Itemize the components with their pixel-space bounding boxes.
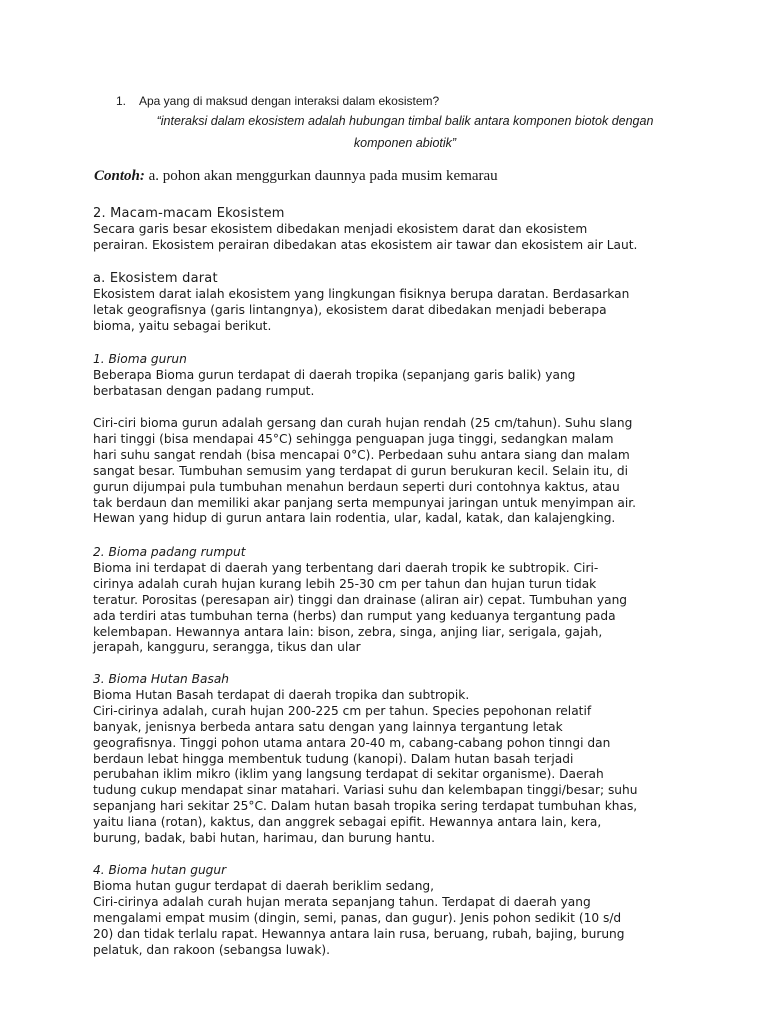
paragraph-line: burung, badak, babi hutan, harimau, dan burung hantu. — [93, 831, 436, 846]
answer — [140, 110, 670, 154]
paragraph-line: letak geografisnya (garis lintangnya), ekosistem darat dibedakan menjadi beberapa — [93, 302, 607, 317]
paragraph-line: Bioma hutan gugur terdapat di daerah beriklim sedang, — [93, 878, 435, 893]
paragraph-line: Bioma Hutan Basah terdapat di daerah tropika dan subtropik. — [93, 687, 470, 702]
subsection-title: 1. Bioma gurun — [93, 352, 187, 366]
paragraph-line: sangat besar. Tumbuhan semusim yang terdapat di gurun berukuran kecil. Selain itu, di — [93, 463, 629, 478]
paragraph-line: cirinya adalah curah hujan kurang lebih 25-30 cm per tahun dan hujan turun tidak — [93, 576, 597, 591]
paragraph-line: gurun dijumpai pula tumbuhan menahun berdaun seperti duri contohnya kaktus, atau — [93, 479, 620, 494]
paragraph-line: yaitu liana (rotan), kaktus, dan anggrek sebagai epifit. Hewannya antara lain, kera, — [93, 815, 602, 830]
paragraph-line: ada terdiri atas tumbuhan terna (herbs) dan rumput yang keduanya tergantung pada — [93, 608, 616, 623]
paragraph-line: banyak, jenisnya berbeda antara satu dengan yang lainnya tergantung letak — [93, 719, 563, 734]
section-heading: 2. Macam-macam Ekosistem — [93, 206, 285, 221]
paragraph-line: tudung cukup mendapat sinar matahari. Variasi suhu dan kelembapan tinggi/besar; suhu — [93, 783, 638, 798]
paragraph-line: mengalami empat musim (dingin, semi, panas, dan gugur). Jenis pohon sedikit (10 s/d — [93, 910, 622, 925]
section-bioma-padang-rumput — [93, 545, 693, 656]
paragraph-line: Secara garis besar ekosistem dibedakan menjadi ekosistem darat dan ekosistem — [93, 221, 588, 236]
paragraph-line: Beberapa Bioma gurun terdapat di daerah tropika (sepanjang garis balik) yang — [93, 367, 576, 382]
paragraph-line: Ekosistem darat ialah ekosistem yang lingkungan fisiknya berupa daratan. Berdasarkan — [93, 286, 630, 301]
section-bioma-gurun — [93, 352, 693, 400]
paragraph-line: kelembapan. Hewannya antara lain: bison, zebra, singa, anjing liar, serigala, gajah, — [93, 624, 603, 639]
paragraph-line: geografisnya. Tinggi pohon utama antara 20-40 m, cabang-cabang pohon tinngi dan — [93, 735, 611, 750]
paragraph-line: bioma, yaitu sebagai berikut. — [93, 318, 272, 333]
paragraph-line: jerapah, kangguru, serangga, tikus dan ular — [93, 640, 361, 655]
paragraph-line: sepanjang hari sekitar 25°C. Dalam hutan basah tropika sering terdapat tumbuhan khas, — [93, 799, 638, 814]
section-ekosistem-darat — [93, 271, 693, 335]
paragraph-line: pelatuk, dan rakoon (sebangsa luwak). — [93, 942, 331, 957]
paragraph-line: Ciri-ciri bioma gurun adalah gersang dan curah hujan rendah (25 cm/tahun). Suhu slang — [93, 416, 633, 430]
section-bioma-hutan-gugur — [93, 863, 693, 958]
paragraph-line: Ciri-cirinya adalah, curah hujan 200-225 cm per tahun. Species pepohonan relatif — [93, 703, 592, 718]
section-heading: a. Ekosistem darat — [93, 271, 218, 286]
paragraph-line: Ciri-cirinya adalah curah hujan merata sepanjang tahun. Terdapat di daerah yang — [93, 894, 591, 909]
section-gurun-ciri — [93, 416, 693, 527]
example-text: a. pohon akan menggurkan daunnya pada musim kemarau — [144, 168, 498, 184]
answer-line: “interaksi dalam ekosistem adalah hubungan timbal balik antara komponen biotok dengan — [156, 114, 654, 128]
paragraph-line: hari suhu sangat rendah (bisa mencapai 0°C). Perbedaan suhu antara siang dan malam — [93, 447, 630, 462]
question-number: 1. — [116, 94, 127, 108]
section-bioma-hutan-basah — [93, 672, 693, 847]
paragraph-line: hari tinggi (bisa mendapai 45°C) sehingga penguapan juga tinggi, sedangkan malam — [93, 431, 614, 446]
paragraph-line: teratur. Porositas (peresapan air) tinggi dan drainase (aliran air) cepat. Tumbuhan yang — [93, 592, 628, 607]
paragraph-line: Hewan yang hidup di gurun antara lain rodentia, ular, kadal, katak, dan kalajengking. — [93, 511, 616, 526]
paragraph-line: Bioma ini terdapat di daerah yang terbentang dari daerah tropik ke subtropik. Ciri- — [93, 560, 599, 575]
example-label: Contoh: — [94, 168, 145, 184]
paragraph-line: perubahan iklim mikro (iklim yang langsung terdapat di sekitar organisme). Daerah — [93, 767, 604, 782]
question-text: Apa yang di maksud dengan interaksi dalam ekosistem? — [139, 94, 440, 108]
paragraph-line: 20) dan tidak terlalu rapat. Hewannya antara lain rusa, beruang, rubah, bajing, burung — [93, 926, 625, 941]
paragraph-line: berdaun lebat hingga membentuk tudung (kanopi). Dalam hutan basah terjadi — [93, 751, 574, 766]
example — [94, 168, 498, 185]
section-macam-ekosistem — [93, 206, 693, 254]
answer-line: komponen abiotik” — [353, 136, 457, 150]
paragraph-line: perairan. Ekosistem perairan dibedakan atas ekosistem air tawar dan ekosistem air Laut. — [93, 237, 638, 252]
subsection-title: 4. Bioma hutan gugur — [93, 863, 227, 877]
paragraph-line: berbatasan dengan padang rumput. — [93, 383, 315, 398]
subsection-title: 3. Bioma Hutan Basah — [93, 672, 230, 686]
paragraph-line: tak berdaun dan memiliki akar panjang serta mempunyai jaringan untuk menyimpan air. — [93, 495, 637, 510]
subsection-title: 2. Bioma padang rumput — [93, 545, 246, 559]
